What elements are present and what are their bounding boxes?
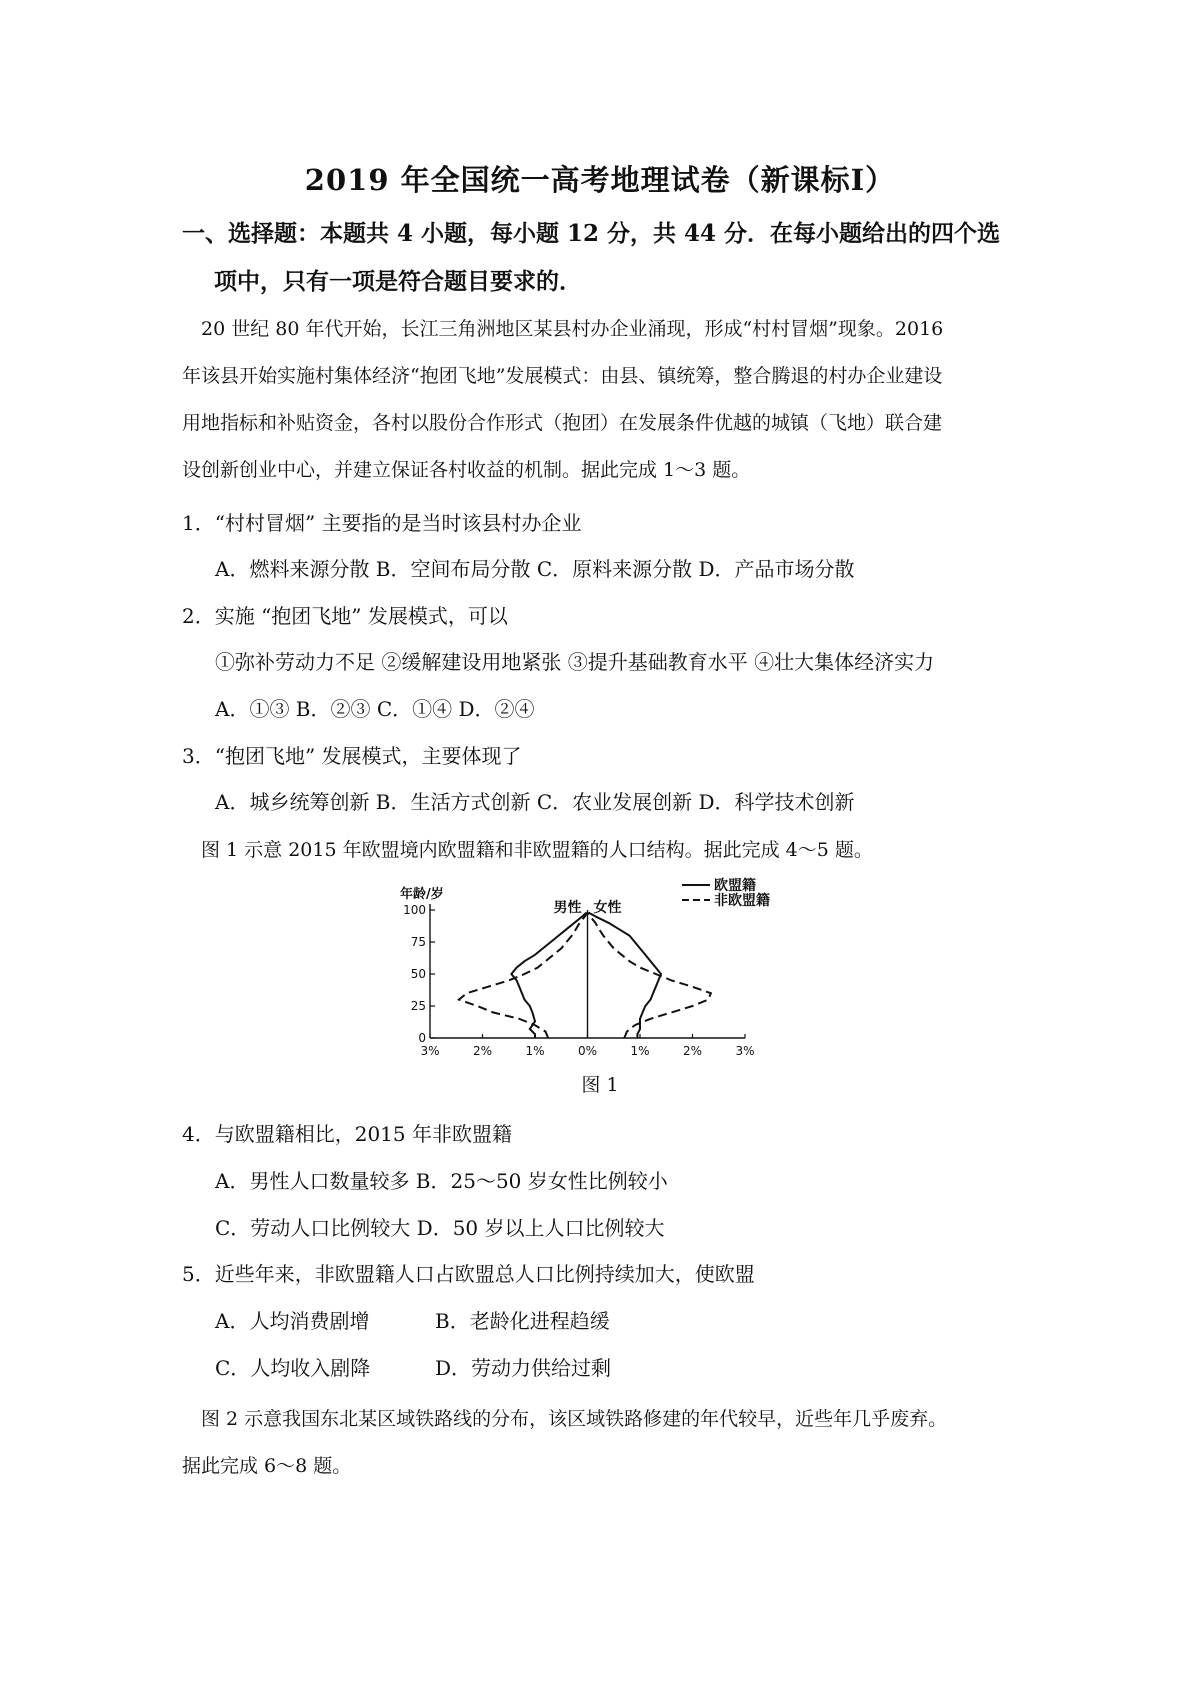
x-tick-label: 2% (472, 1044, 493, 1058)
question-1-stem: 1．“村村冒烟” 主要指的是当时该县村办企业 (182, 511, 582, 535)
question-5-option-b: B．老龄化进程趋缓 (435, 1309, 610, 1333)
question-3-options: A．城乡统筹创新 B．生活方式创新 C．农业发展创新 D．科学技术创新 (215, 790, 855, 814)
question-3-stem: 3．“抱团飞地” 发展模式，主要体现了 (182, 744, 522, 768)
question-4-options-cd: C．劳动人口比例较大 D．50 岁以上人口比例较大 (215, 1216, 665, 1240)
series-line-male-non-eu (459, 913, 587, 1038)
y-tick-label: 50 (410, 967, 426, 981)
question-4-stem: 4．与欧盟籍相比，2015 年非欧盟籍 (182, 1122, 512, 1146)
x-tick-label: 1% (525, 1044, 545, 1058)
passage-3-line: 图 2 示意我国东北某区域铁路线的分布，该区域铁路修建的年代较早，近些年几乎废弃。 (182, 1408, 948, 1430)
legend-label: 欧盟籍 (714, 878, 756, 894)
y-axis-label: 年龄/岁 (400, 887, 444, 902)
question-2-items: ①弥补劳动力不足 ②缓解建设用地紧张 ③提升基础教育水平 ④壮大集体经济实力 (215, 650, 935, 674)
question-1-options: A．燃料来源分散 B．空间布局分散 C．原料来源分散 D．产品市场分散 (215, 557, 855, 581)
series-line-female-non-eu (588, 913, 711, 1038)
figure-1-caption: 图 1 (581, 1074, 619, 1096)
passage-1 (182, 306, 1022, 494)
passage-1-line: 年该县开始实施村集体经济“抱团飞地”发展模式：由县、镇统筹，整合腾退的村办企业建设 (182, 365, 943, 387)
x-tick-label: 1% (630, 1044, 650, 1058)
section-heading-line2: 项中，只有一项是符合题目要求的． (214, 268, 582, 295)
page-title: 2019 年全国统一高考地理试卷（新课标Ⅰ） (304, 163, 896, 197)
female-label: 女性 (593, 900, 622, 916)
question-2-options: A．①③ B．②③ C．①④ D．②④ (215, 697, 535, 721)
question-5-stem: 5．近些年来，非欧盟籍人口占欧盟总人口比例持续加大，使欧盟 (182, 1262, 755, 1286)
passage-3-line: 据此完成 6～8 题。 (182, 1455, 352, 1477)
passage-1-line: 用地指标和补贴资金，各村以股份合作形式（抱团）在发展条件优越的城镇（飞地）联合建 (182, 412, 943, 434)
question-2-stem: 2．实施 “抱团飞地” 发展模式，可以 (182, 604, 508, 628)
x-tick-label: 2% (682, 1044, 703, 1058)
question-5-option-a: A．人均消费剧增 (215, 1309, 370, 1333)
x-tick-label: 0% (577, 1044, 598, 1058)
legend-label: 非欧盟籍 (714, 893, 770, 909)
y-tick-label: 0 (418, 1031, 426, 1045)
passage-2 (182, 827, 1022, 874)
section-heading (182, 210, 1022, 306)
x-tick-label: 3% (735, 1044, 755, 1058)
y-tick-label: 75 (410, 935, 426, 949)
y-tick-label: 25 (410, 999, 426, 1013)
x-tick-label: 3% (420, 1044, 440, 1058)
section-heading-line1: 一、选择题：本题共 4 小题，每小题 12 分，共 44 分．在每小题给出的四个选 (182, 220, 1001, 247)
y-tick-label: 100 (403, 903, 426, 917)
question-4-options-ab: A．男性人口数量较多 B．25～50 岁女性比例较小 (215, 1169, 668, 1193)
question-5-option-d: D．劳动力供给过剩 (435, 1356, 612, 1380)
passage-1-line: 设创新创业中心，并建立保证各村收益的机制。据此完成 1～3 题。 (182, 459, 751, 481)
population-pyramid-chart (400, 875, 820, 1060)
passage-2-line: 图 1 示意 2015 年欧盟境内欧盟籍和非欧盟籍的人口结构。据此完成 4～5 题。 (182, 839, 873, 861)
passage-3 (182, 1396, 1022, 1490)
male-label: 男性 (553, 900, 582, 916)
question-5-option-c: C．人均收入剧降 (215, 1356, 371, 1380)
passage-1-line: 20 世纪 80 年代开始，长江三角洲地区某县村办企业涌现，形成“村村冒烟”现象。2016 (182, 318, 944, 340)
